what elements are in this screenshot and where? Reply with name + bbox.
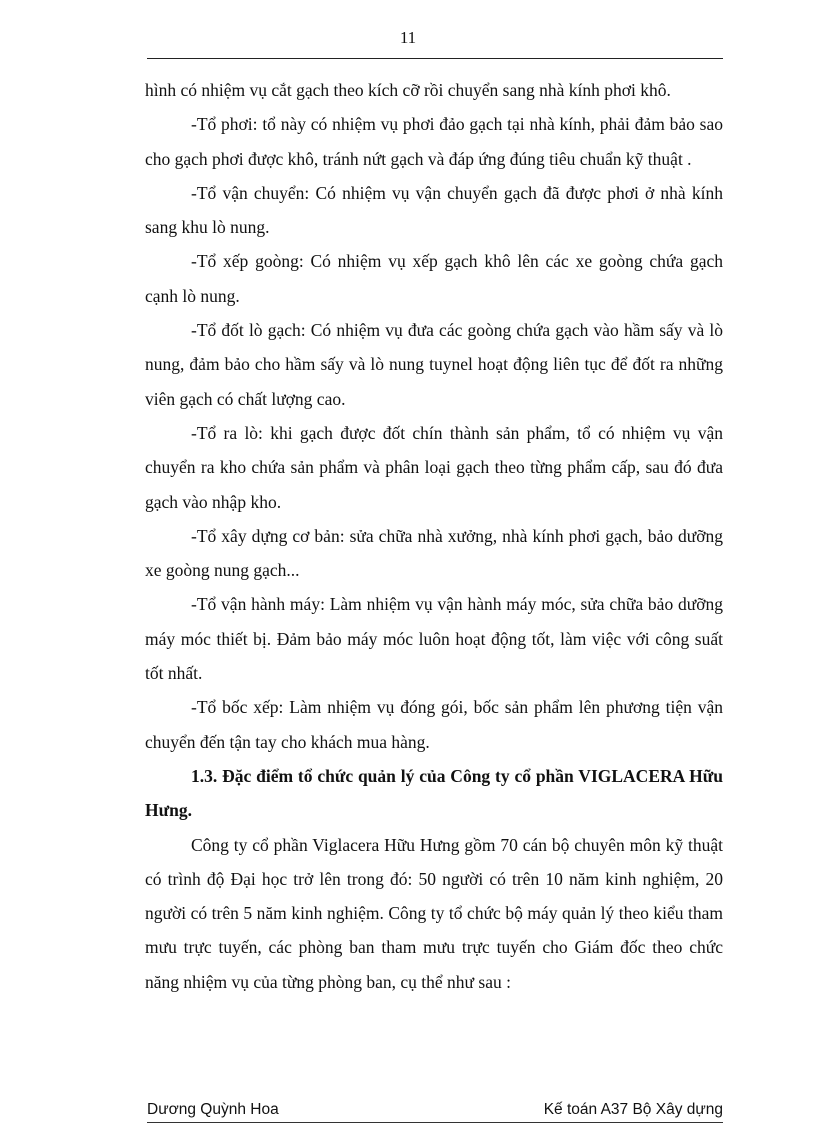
paragraph-to-xep-goong: -Tổ xếp goòng: Có nhiệm vụ xếp gạch khô lên các xe goòng chứa gạch cạnh lò nung.	[145, 251, 723, 306]
paragraph-to-van-chuyen: -Tổ vận chuyển: Có nhiệm vụ vận chuyển gạch đã được phơi ở nhà kính sang khu lò nung.	[145, 182, 723, 238]
page-number: 11	[399, 28, 417, 47]
document-body	[145, 73, 723, 999]
footer-author: Dương Quỳnh Hoa	[147, 1101, 279, 1118]
paragraph-to-van-hanh-may: -Tổ vận hành máy: Làm nhiệm vụ vận hành máy móc, sửa chữa bảo dưỡng máy móc thiết bị. Đảm bảo máy móc luôn hoạt động tốt, làm việc với công suất tốt nhất.	[145, 594, 723, 684]
paragraph-company-structure: Công ty cổ phần Viglacera Hữu Hưng gồm 70 cán bộ chuyên môn kỹ thuật có trình độ Đại học trở lên trong đó: 50 người có trên 10 năm kinh nghiệm, 20 người có trên 5 năm kinh nghiệm. Công ty tổ chức bộ máy quản lý theo kiểu tham mưu trực tuyến, các phòng ban tham mưu trực tuyến cho Giám đốc theo chức năng nhiệm vụ của từng phòng ban, cụ thể như sau :	[145, 834, 723, 992]
paragraph-to-xay-dung-co-ban: -Tổ xây dựng cơ bản: sửa chữa nhà xưởng, nhà kính phơi gạch, bảo dưỡng xe goòng nung gạch...	[145, 525, 723, 581]
paragraph-continuation: hình có nhiệm vụ cắt gạch theo kích cỡ rồi chuyển sang nhà kính phơi khô.	[145, 80, 671, 100]
section-heading: 1.3. Đặc điểm tổ chức quản lý của Công ty cổ phần VIGLACERA Hữu Hưng.	[145, 765, 723, 821]
paragraph-to-boc-xep: -Tổ bốc xếp: Làm nhiệm vụ đóng gói, bốc sản phẩm lên phương tiện vận chuyển đến tận tay cho khách mua hàng.	[145, 697, 723, 752]
footer-class-info: Kế toán A37 Bộ Xây dựng	[543, 1101, 723, 1118]
header-divider	[147, 58, 723, 59]
paragraph-to-ra-lo: -Tổ ra lò: khi gạch được đốt chín thành sản phẩm, tổ có nhiệm vụ vận chuyển ra kho chứa sản phẩm và phân loại gạch theo từng phẩm cấp, sau đó đưa gạch vào nhập kho.	[145, 422, 723, 512]
paragraph-to-phoi: -Tổ phơi: tổ này có nhiệm vụ phơi đảo gạch tại nhà kính, phải đảm bảo sao cho gạch phơi được khô, tránh nứt gạch và đáp ứng đúng tiêu chuẩn kỹ thuật .	[145, 114, 723, 169]
paragraph-to-dot-lo-gach: -Tổ đốt lò gạch: Có nhiệm vụ đưa các goòng chứa gạch vào hầm sấy và lò nung, đảm bảo cho hầm sấy và lò nung tuynel hoạt động liên tục để đốt ra những viên gạch có chất lượng cao.	[145, 320, 723, 409]
